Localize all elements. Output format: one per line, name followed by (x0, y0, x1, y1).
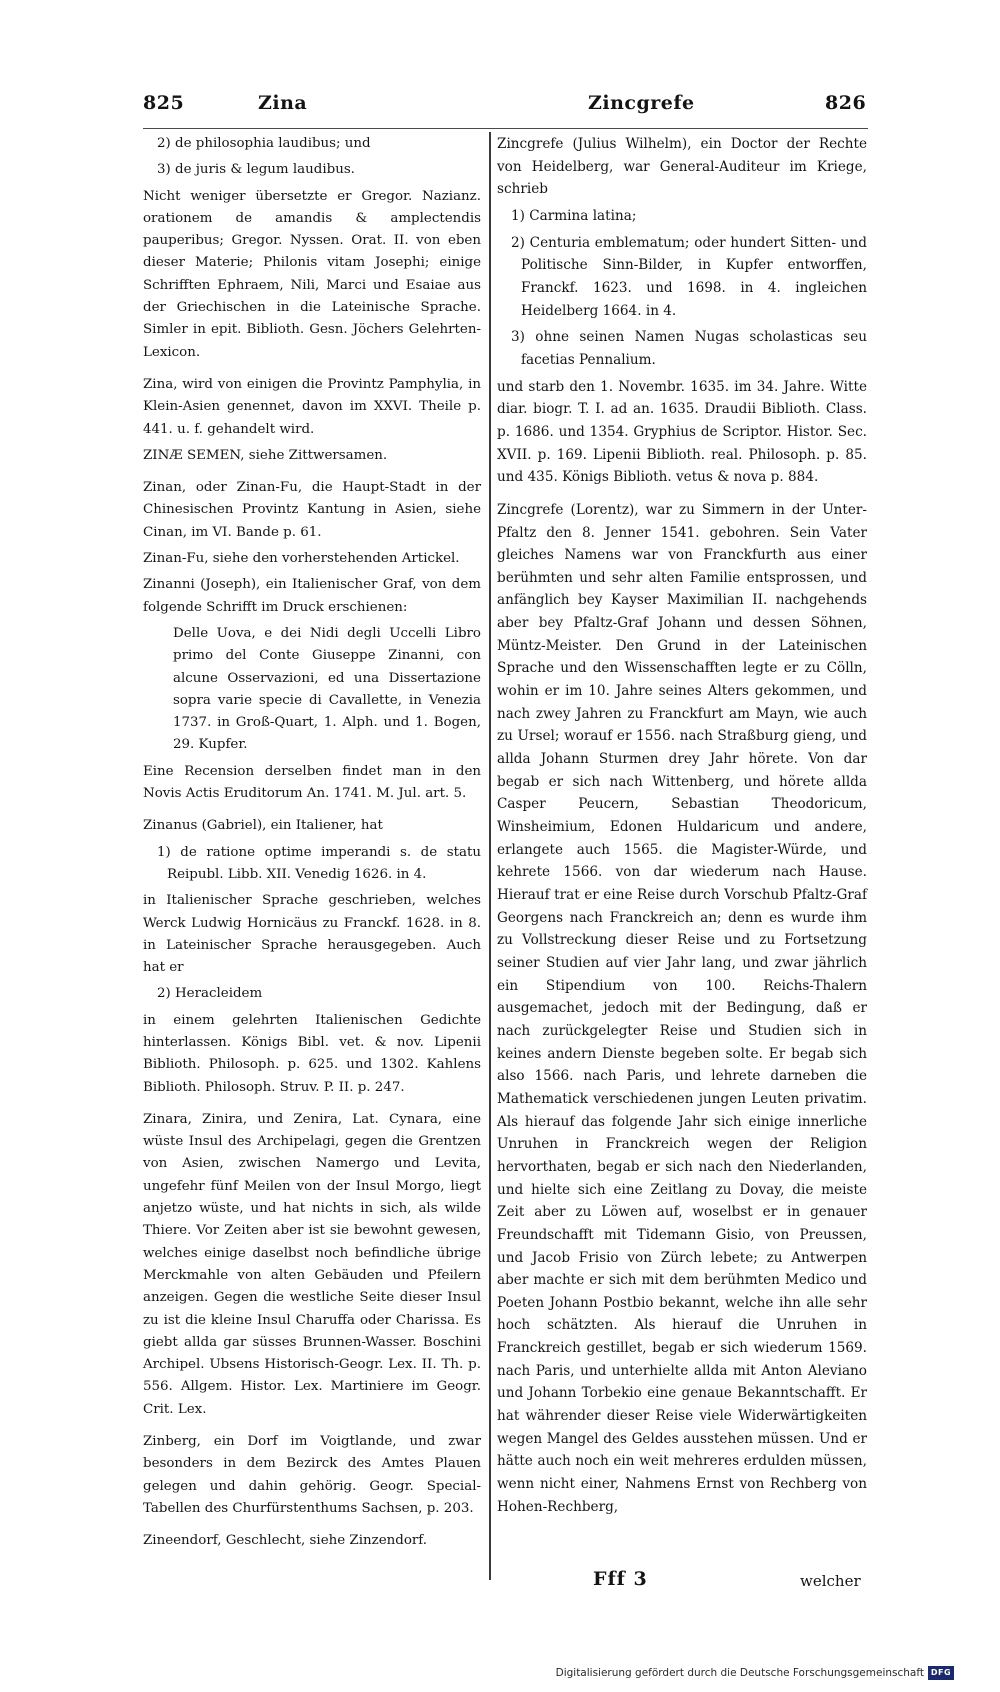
list-item: 3) de juris & legum laudibus. (157, 162, 355, 178)
entry-zincgrefe-julius: Zincgrefe (Julius Wilhelm), ein Doctor der Rechte von Heidelberg, war General-Auditeur im Kriege, schrieb (497, 136, 867, 198)
paragraph: in Italienischer Sprache geschrieben, welches Werck Ludwig Hornicäus zu Franckf. 1628. in 8. in Lateinischer Sprache herausgegeben. Auch hat er (143, 893, 481, 976)
entry-zineendorf: Zineendorf, Geschlecht, siehe Zinzendorf. (143, 1533, 428, 1549)
running-head-left: Zina (258, 92, 308, 114)
list-item: 1) de ratione optime imperandi s. de statu Reipubl. Libb. XII. Venedig 1626. in 4. (157, 844, 481, 882)
list-item: 2) Heracleidem (157, 986, 263, 1002)
column-divider (489, 132, 491, 1580)
entry-zinanus: Zinanus (Gabriel), ein Italiener, hat (143, 818, 383, 834)
dfg-logo-icon: DFG (928, 1666, 954, 1680)
paragraph: Nicht weniger übersetzte er Gregor. Nazianz. orationem de amandis & amplectendis pauperibus; Gregor. Nyssen. Orat. II. von eben dieser Materie; Philonis vitam Josephi; einige Schrifften Ephraem, Nili, Marci und Esaiae aus der Griechischen in die Lateinische Sprache. Simler in epit. Biblioth. Gesn. Jöchers Gelehrten-Lexicon. (143, 188, 481, 360)
list-item: 2) Centuria emblematum; oder hundert Sitten- und Politische Sinn-Bilder, in Kupfer entworffen, Franckf. 1623. und 1698. in 4. ingleichen Heidelberg 1664. in 4. (511, 234, 867, 319)
entry-zincgrefe-lorentz: Zincgrefe (Lorentz), war zu Simmern in der Unter-Pfaltz den 8. Jenner 1541. gebohren. Sein Vater gleiches Namens war von Franckfurth aus einer berühmten und sehr alten Familie entsprossen, und anfänglich bey Kayser Maximilian II. nachgehends aber bey Pfaltz-Graf Johann und dessen Söhnen, Müntz-Meister. Den Grund in der Lateinischen Sprache und den Wissenschafften legte er zu Cölln, wohin er im 10. Jahre seines Alters gekommen, und nach zwey Jahren zu Franckfurt am Mayn, wie auch zu Ursel; worauf er 1556. nach Straßburg gieng, und allda Johann Sturmen drey Jahr hörete. Von dar begab er sich nach Wittenberg, und hörete allda Casper Peucern, Sebastian Theodoricum, Winsheimium, Edonen Huldaricum und andere, erlangete auch 1565. die Magister-Würde, und kehrete 1566. von dar wiederum nach Hause. Hierauf trat er eine Reise durch Vorschub Pfaltz-Graf Georgens nach Franckreich an; denn es wurde ihm zu Vollstreckung dieser Reise und zu Fortsetzung seiner Studien auf vier Jahr lang, und zwar jährlich ein Stipendium von 100. Reichs-Thalern ausgemachet, jedoch mit der Bedingung, daß er nach zurückgelegter Reise und Studien sich in keines andern Dienste begeben solte. Er begab sich also 1566. nach Paris, und lehrete darneben die Mathematick verschiedenen jungen Leuten privatim. Als hierauf das folgende Jahr sich einige innerliche Unruhen in Franckreich wegen der Religion hervorthaten, begab er sich nach den Niederlanden, und hielte sich eine Zeitlang zu Dovay, die meiste Zeit aber zu Löwen auf, woselbst er in genauer Freundschafft mit Tidemann Gisio, von Preussen, und Jacob Frisio von Zürch lebete; zu Antwerpen aber machte er sich mit dem berühmten Medico und Poeten Johann Postbio bekannt, welche ihn alle sehr hoch schätzten. Als hierauf die Unruhen in Franckreich gestillet, begab er sich wiederum 1569. nach Paris, und unterhielte allda mit Anton Aleviano und Johann Torbekio eine genaue Bekanntschafft. Er hat währender dieser Reise viele Widerwärtigkeiten wegen Mangel des Geldes ausstehen müssen. Und er hätte auch noch ein weit mehreres erdulden müssen, wenn nicht einer, Nahmens Ernst von Rechberg von Hohen-Rechberg, (497, 501, 867, 1515)
signature-mark: Fff 3 (593, 1568, 648, 1590)
catchword: welcher (800, 1572, 861, 1590)
footer-credit (556, 1666, 954, 1680)
list-item: 2) de philosophia laudibus; und (157, 136, 371, 151)
list-item: 3) ohne seinen Namen Nugas scholasticas seu facetias Pennalium. (511, 329, 867, 368)
paragraph: in einem gelehrten Italienischen Gedichte hinterlassen. Königs Bibl. vet. & nov. Lipenii Biblioth. Philosoph. p. 625. und 1302. Kahlens Biblioth. Philosoph. Struv. P. II. p. 247. (143, 1012, 481, 1095)
footer-text: Digitalisierung gefördert durch die Deutsche Forschungsgemeinschaft (555, 1667, 924, 1679)
entry-zinanni: Zinanni (Joseph), ein Italienischer Graf, von dem folgende Schrifft im Druck erschienen: (143, 577, 481, 615)
page-number-left: 825 (143, 92, 185, 114)
left-column (143, 133, 481, 1557)
paragraph: Eine Recension derselben findet man in den Novis Actis Eruditorum An. 1741. M. Jul. art. 5. (143, 763, 481, 802)
list-item: 1) Carmina latina; (511, 207, 637, 224)
entry-zinae-semen: ZINÆ SEMEN, siehe Zittwersamen. (143, 447, 388, 463)
entry-zinan-fu: Zinan-Fu, siehe den vorherstehenden Artickel. (143, 551, 460, 567)
entry-zinberg: Zinberg, ein Dorf im Voigtlande, und zwar besonders in dem Bezirck des Amtes Plauen gelegen und dahin gehörig. Geogr. Special-Tabellen des Churfürstenthums Sachsen, p. 203. (143, 1434, 481, 1516)
paragraph: und starb den 1. Novembr. 1635. im 34. Jahre. Witte diar. biogr. T. I. ad an. 1635. Draudii Biblioth. Class. p. 1686. und 1354. Gryphius de Scriptor. Histor. Sec. XVII. p. 169. Lipenii Biblioth. real. Philosoph. p. 85. und 435. Königs Biblioth. vetus & nova p. 884. (497, 378, 867, 486)
running-head-right: Zincgrefe (588, 92, 695, 114)
entry-zina: Zina, wird von einigen die Provintz Pamphylia, in Klein-Asien genennet, davon im XXVI. Theile p. 441. u. f. gehandelt wird. (143, 376, 481, 437)
entry-zinara: Zinara, Zinira, und Zenira, Lat. Cynara, eine wüste Insul des Archipelagi, gegen die Grentzen von Asien, zwischen Namergo und Levita, ungefehr fünf Meilen von der Insul Morgo, liegt anjetzo wüste, und hat nichts in sich, als wilde Thiere. Vor Zeiten aber ist sie bewohnt gewesen, welches einige daselbst noch befindliche übrige Merckmahle von alten Gebäuden und Pfeilern anzeigen. Gegen die westliche Seite dieser Insul zu ist die kleine Insul Charuffa oder Charissa. Es giebt allda gar süsses Brunnen-Wasser. Boschini Archipel. Ubsens Historisch-Geogr. Lex. II. Th. p. 556. Allgem. Histor. Lex. Martiniere im Geogr. Crit. Lex. (143, 1111, 481, 1417)
page-number-right: 826 (825, 92, 867, 114)
quoted-title: Delle Uova, e dei Nidi degli Uccelli Libro primo del Conte Giuseppe Zinanni, con alcune Osservazioni, ed una Dissertazione sopra varie specie di Cavallette, in Venezia 1737. in Groß-Quart, 1. Alph. und 1. Bogen, 29. Kupfer. (173, 625, 481, 753)
right-column (497, 133, 867, 1522)
entry-zinan: Zinan, oder Zinan-Fu, die Haupt-Stadt in der Chinesischen Provintz Kantung in Asien, siehe Cinan, im VI. Bande p. 61. (143, 480, 481, 540)
header-rule (143, 128, 868, 129)
